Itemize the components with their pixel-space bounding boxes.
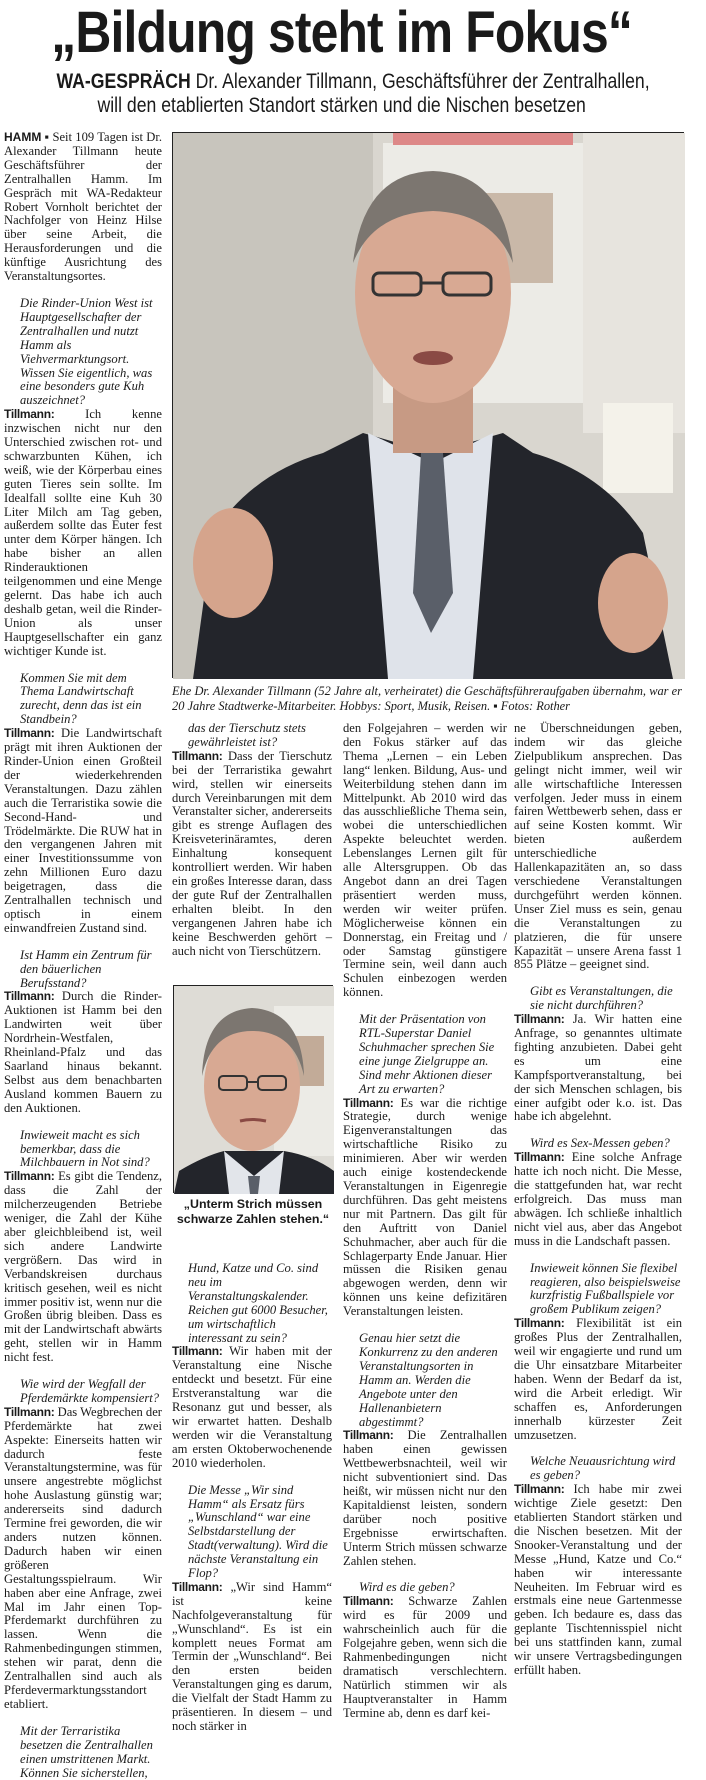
intro-text: ▪ Seit 109 Tagen ist Dr. Alexander Tillmann heute Geschäftsführer der Zentralhallen Hamm. Im Gespräch mit WA-Redakteur Robert Vornholt berichtet der Nachfolger von Heinz Hilse über seine Arbeit, die Herausforderungen und die künftige Ausrichtung des Veranstaltungsortes. xyxy=(4,130,162,284)
article-column-2-bottom xyxy=(172,1261,332,1733)
speaker-label: Tillmann: xyxy=(514,1012,565,1027)
portrait-image-small xyxy=(174,986,334,1194)
speaker-label: Tillmann: xyxy=(514,1150,565,1165)
interview-answer xyxy=(172,1345,332,1470)
article-column-1 xyxy=(4,130,162,1780)
speaker-label: Tillmann: xyxy=(514,1482,565,1497)
answer-text: Durch die Rinder-Auktionen ist Hamm bei den Landwirten weit über Nordrhein-Westfalen, Rheinland-Pfalz und das Saarland hinaus bekannt. Selbst aus dem benachbarten Ausland kommen Bauern zu den Auktionen. xyxy=(4,989,162,1115)
speaker-label: Tillmann: xyxy=(172,1344,223,1359)
speaker-label: Tillmann: xyxy=(343,1428,394,1443)
kicker: WA-GESPRÄCH xyxy=(56,70,191,93)
interview-question: Wird es Sex-Messen geben? xyxy=(530,1136,670,1151)
answer-text: Es war die richtige Strategie, durch wenige Eigenveranstaltungen das wirtschaftliche Risiko zu minimieren. Aber wir werden auch einige kostendeckende Veranstaltungen in Eigenregie durchführen. Das geht meistens nur mit Partnern. Das gilt für den Auftritt von Daniel Schuhmacher, aber auch für die Schlagerparty Ende Januar. Hier müssen die Risiken genau abgewogen werden, denn wir können uns keine defizitären Veranstaltungen leisten. xyxy=(343,1095,507,1319)
portrait-image xyxy=(173,133,685,679)
interview-answer xyxy=(172,1581,332,1734)
speaker-label: Tillmann: xyxy=(172,1579,223,1594)
answer-text: Ja. Wir hatten eine Anfrage, so genanntes ultimate fighting anzubieten. Dabei geht es um eine Kampfsportveranstaltung, bei der sich Menschen schlagen, bis einer aufgibt oder k.o. ist. Das habe ich abgelehnt. xyxy=(514,1012,682,1124)
article-column-2-top xyxy=(172,722,332,982)
interview-answer xyxy=(514,1317,682,1442)
answer-continuation: ne Überschneidungen geben, indem wir das gleiche Zielpublikum ansprechen. Das gelingt nicht immer, weil wir alle wirtschaftliche Interessen verfolgen. Jeder muss in einem fairen Wettbewerb sehen, dass er auf seine Kosten kommt. Wir bieten außerdem unterschiedliche Hallenkapazitäten an, so dass verschiedene Veranstaltungen durchgeführt werden können. Unser Ziel muss es sein, genau die Veranstaltungen zu platzieren, die für unsere Kapazität – unsere Arena fasst 1 855 Plätze – geeignet sind. xyxy=(514,721,682,972)
interview-question: Hund, Katze und Co. sind neu im Veranstaltungskalender. Reichen gut 6000 Besucher, um wirtschaftlich interessant zu sein? xyxy=(188,1261,328,1345)
answer-text: Es gibt die Tendenz, dass die Zahl der milcherzeugenden Betriebe weniger, die Zahl der Kühe aber gleichbleibend ist, weil sich andere Landwirte vergrößern. Das wird in Verbandskreisen durchaus kritisch gesehen, weil es nicht immer positiv ist, wenn nur die Großen übrig bleiben. Dass es mit der Landwirtschaft abwärts geht, stellen wir in Hamm nicht fest. xyxy=(4,1169,162,1365)
answer-text: Die Zentralhallen haben einen gewissen Wettbewerbsnachteil, weil wir nicht subventioniert sind. Das heißt, wir müssen nicht nur den Kapitaldienst leisten, sondern darüber noch positive Ergebnisse erwirtschaften. Unterm Strich müssen schwarze Zahlen stehen. xyxy=(343,1428,507,1568)
subheadline xyxy=(0,70,684,118)
caption-text: Ehe Dr. Alexander Tillmann (52 Jahre alt, verheiratet) die Geschäftsführeraufgaben übernahm, war er 20 Jahre Stadtwerke-Mitarbeiter. Hobbys: Sport, Musik, Reisen. xyxy=(172,684,682,713)
interview-question: Gibt es Veranstaltungen, die sie nicht durchführen? xyxy=(530,984,673,1013)
article-column-3 xyxy=(343,721,507,1720)
pull-quote: „Unterm Strich müssen schwarze Zahlen stehen.“ xyxy=(176,1197,330,1226)
photo-credit: ▪ Fotos: Rother xyxy=(493,698,570,713)
answer-text: Ich kenne inzwischen nicht nur den Unterschied zwischen rot- und schwarzbunten Kühen, ich weiß, wie der Körperbau eines guten Tieres sein sollte. Im Idealfall sollte eine Kuh 30 Liter Milch am Tag geben, außerdem sollte das Euter fest unter dem Körper hängen. Ich habe bisher an allen Rinderauktionen teilgenommen und eine Menge gelernt. Das habe ich auch deshalb getan, weil die Rinder-Union als unser Hauptgesellschafter ein ganz wichtiger Kunde ist. xyxy=(4,407,162,658)
interview-answer xyxy=(4,1170,162,1365)
interview-answer xyxy=(343,1097,507,1320)
interview-answer xyxy=(514,1483,682,1678)
speaker-label: Tillmann: xyxy=(4,1169,55,1184)
answer-text: Schwarze Zahlen wird es für 2009 und wahrscheinlich auch für die Folgejahre geben, wenn sich die Rahmenbedingungen nicht dramatisch verschlechtern. Natürlich stimmen wir als Hauptveranstalter in Hamm Termine ab, denn es darf kei- xyxy=(343,1594,507,1720)
portrait-photo xyxy=(173,985,333,1193)
headline-text: „Bildung steht im Fokus“ xyxy=(51,0,633,65)
interview-answer xyxy=(514,1151,682,1248)
answer-text: Ich habe mir zwei wichtige Ziele gesetzt: Den etablierten Standort stärken und die Nischen besetzen. Mit der Snooker-Veranstaltung und der Messe „Hund, Katze und Co.“ haben wir interessante Neuheiten. Im Februar wird es erstmals eine neue Gartenmesse geben. Ich bedaure es, dass das geplante Tischtennisspiel nicht bei uns stattfinden kann, zumal wir unsere Vertragsbedingungen erfüllt haben. xyxy=(514,1482,683,1677)
subheadline-line-1: Dr. Alexander Tillmann, Geschäftsführer der Zentralhallen, xyxy=(195,70,650,93)
answer-text: Flexibilität ist ein großes Plus der Zentralhallen, weil wir engagierte und rund um die Uhr einsatzbare Mitarbeiter haben. Wenn der Bedarf da ist, wird die Arbeit erledigt. Wir schaffen es, Anforderungen innerhalb kürzester Zeit umzusetzen. xyxy=(514,1316,682,1442)
interview-question: Ist Hamm ein Zentrum für den bäuerlichen Berufsstand? xyxy=(20,947,152,990)
interview-photo xyxy=(172,132,684,678)
answer-continuation: den Folgejahren – werden wir den Fokus stärker auf das Thema „Lernen – ein Leben lang“ lenken. Bildung, Aus- und Weiterbildung stehen dann im Mittelpunkt. Ab 2010 wird das das ausschließliche Thema sein, wobei die unterschiedlichen Aspekte beleuchtet werden. Lebenslanges Lernen gilt für alle Altersgruppen. Ob das Angebot dann an drei Tagen präsentiert werden muss, werden wir weiter prüfen. Möglicherweise können ein Donnerstag, ein Freitag und / oder Samstag günstigere Termine sein, weil dann auch Schulen einbezogen werden können. xyxy=(343,721,507,1000)
intro-paragraph xyxy=(4,131,162,284)
interview-question: Die Rinder-Union West ist Hauptgesellschafter der Zentralhallen und nutzt Hamm als Viehvermarktungsort. Wissen Sie eigentlich, was eine besonders gute Kuh auszeichnet? xyxy=(20,295,153,408)
interview-answer xyxy=(4,408,162,658)
answer-text: Die Landwirtschaft prägt mit ihren Auktionen der Rinder-Union einen Großteil der wiederkehrenden Veranstaltungen. Dazu zählen auch die Terraristika sowie die Second-Hand- und Trödelmärkte. Die RUW hat in den vergangenen Jahren mit einer Investitionssumme von zehn Millionen Euro dazu beigetragen, dass die Zentralhallen technisch und optisch in einem einwandfreien Zustand sind. xyxy=(4,726,162,935)
interview-question: das der Tierschutz stets gewährleistet ist? xyxy=(188,721,306,749)
speaker-label: Tillmann: xyxy=(172,748,223,763)
interview-question: Mit der Präsentation von RTL-Superstar Daniel Schuhmacher sprechen Sie eine junge Zielgruppe an. Sind mehr Aktionen dieser Art zu erwarten? xyxy=(359,1012,495,1096)
speaker-label: Tillmann: xyxy=(514,1316,565,1331)
answer-text: Das Wegbrechen der Pferdemärkte hat zwei Aspekte: Einerseits hatten wir dadurch feste Veranstaltungstermine, was für unsere angestrebte möglichst hohe Auslastung günstig war; andererseits sind dadurch Termine frei geworden, die wir anders nutzen können. Dadurch haben wir einen größeren Gestaltungsspielraum. Wir haben aber eine Anfrage, zwei Mal im Jahr einen Top-Pferdemarkt durchführen zu lassen. Wenn die Rahmenbedingungen stimmen, stehen wir parat, denn die Zentralhallen sind auch als Pferdevermarktungsstandort etabliert. xyxy=(4,1404,162,1711)
speaker-label: Tillmann: xyxy=(343,1095,394,1110)
headline xyxy=(0,0,684,66)
answer-text: Wir haben mit der Veranstaltung eine Nische entdeckt und besetzt. Für eine Erstveranstaltung war die Resonanz gut und besser, als wir erwartet hatten. Deshalb werden wir die Veranstaltung am ersten Oktoberwochenende 2010 wiederholen. xyxy=(172,1344,332,1470)
interview-question: Inwieweit macht es sich bemerkbar, dass die Milchbauern in Not sind? xyxy=(20,1127,150,1170)
interview-question: Die Messe „Wir sind Hamm“ als Ersatz fürs „Wunschland“ war eine Selbstdarstellung der Stadt(verwaltung). Wird die nächste Veranstaltung ein Flop? xyxy=(188,1482,328,1581)
interview-question: Wie wird der Wegfall der Pferdemärkte kompensiert? xyxy=(20,1377,160,1405)
speaker-label: Tillmann: xyxy=(4,989,55,1004)
speaker-label: Tillmann: xyxy=(4,726,55,741)
subheadline-line-2: will den etablierten Standort stärken und die Nischen besetzen xyxy=(97,94,587,117)
photo-caption xyxy=(172,684,682,713)
answer-text: Eine solche Anfrage hatte ich noch nicht. Die Messe, die stattgefunden hat, war recht erfolgreich. Das muss man abwägen. Ich schließe inhaltlich nicht viel aus, aber das Angebot muss in die Landschaft passen. xyxy=(514,1150,683,1248)
interview-answer xyxy=(4,727,162,936)
interview-question: Mit der Terraristika besetzen die Zentralhallen einen umstrittenen Markt. Können Sie sicherstellen, xyxy=(20,1723,153,1780)
interview-question: Welche Neuausrichtung wird es geben? xyxy=(530,1454,676,1483)
interview-question: Kommen Sie mit dem Thema Landwirtschaft zurecht, denn das ist ein Standbein? xyxy=(20,670,142,727)
article-column-4 xyxy=(514,722,682,1700)
interview-question: Inwieweit können Sie flexibel reagieren, also beispielsweise kurzfristig Fußballspiele vor großem Publikum zeigen? xyxy=(530,1260,681,1317)
interview-answer xyxy=(343,1429,507,1568)
answer-text: „Wir sind Hamm“ ist keine Nachfolgeveranstaltung für „Wunschland“. Es ist ein komplett neues Format am Termin der „Wunschland“. Bei den ersten beiden Veranstaltungen ging es darum, die Vielfalt der Stadt Hamm zu präsentieren. In diesem – und noch stärker in xyxy=(172,1579,332,1733)
dateline: HAMM xyxy=(4,130,42,144)
speaker-label: Tillmann: xyxy=(4,1404,55,1419)
interview-question: Genau hier setzt die Konkurrenz zu den anderen Veranstaltungsorten in Hamm an. Werden die Angebote unter den Hallenanbietern abgestimmt? xyxy=(359,1331,498,1429)
interview-answer xyxy=(343,1595,507,1720)
speaker-label: Tillmann: xyxy=(4,407,55,422)
interview-answer xyxy=(514,1013,682,1124)
interview-answer xyxy=(4,990,162,1115)
interview-question: Wird es die geben? xyxy=(359,1580,455,1595)
answer-text: Dass der Tierschutz bei der Terraristika gewahrt wird, stellen wir einerseits durch Vereinbarungen mit dem Veranstalter sicher, andererseits gibt es strenge Auflagen des Kreisveterinäramtes, deren Einhaltung konsequent kontrolliert werden. Wir haben ein großes Interesse daran, dass der gute Ruf der Zentralhallen erhalten bleibt. In den vergangenen Jahren habe ich keine Beschwerden gehört – auch nicht von Tierschützern. xyxy=(172,748,332,958)
interview-answer xyxy=(4,1406,162,1712)
interview-answer xyxy=(172,750,332,959)
speaker-label: Tillmann: xyxy=(343,1594,394,1609)
